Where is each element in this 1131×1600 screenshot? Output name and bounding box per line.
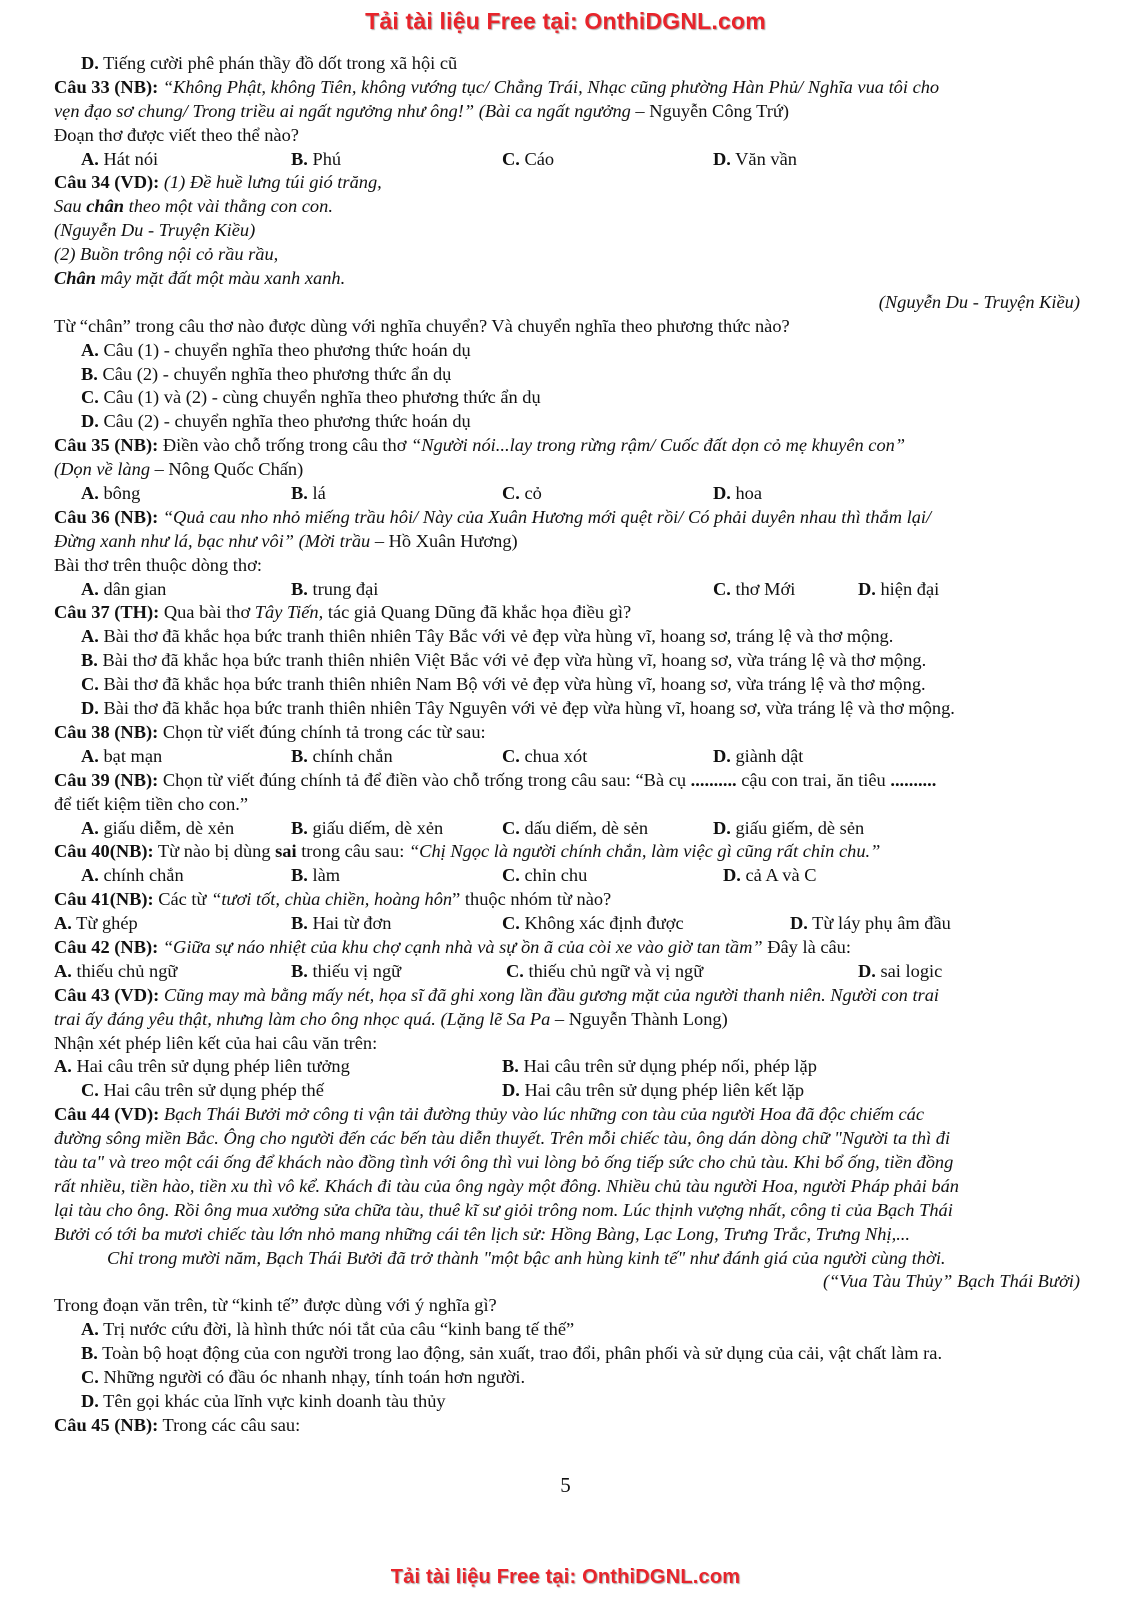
options-row	[54, 745, 1080, 769]
option-d[interactable]: D. cả A và C	[723, 865, 817, 886]
question-38: Câu 38 (NB): Chọn từ viết đúng chính tả trong các từ sau:	[54, 721, 486, 742]
previous-question-option-d: D. Tiếng cười phê phán thầy đồ dốt trong xã hội cũ	[81, 53, 458, 73]
options-row	[54, 1055, 1080, 1079]
question-label: Câu 42 (NB):	[54, 936, 159, 957]
option-c[interactable]: C. thiếu chủ ngữ và vị ngữ	[506, 960, 704, 981]
source-citation: (Nguyễn Du - Truyện Kiều)	[878, 291, 1080, 312]
option-d[interactable]: D. Từ láy phụ âm đầu	[790, 913, 951, 934]
question-label: Câu 33 (NB):	[54, 76, 159, 97]
option-b[interactable]: B. Toàn bộ hoạt động của con người trong lao động, sản xuất, trao đổi, phân phối và sử dụng của cải, vật chất làm ra.	[81, 1343, 943, 1364]
option-d[interactable]: D. giấu giếm, dè sẻn	[713, 817, 865, 838]
option-c[interactable]: C. Hai câu trên sử dụng phép thế	[81, 1080, 324, 1101]
option-b[interactable]: B. Câu (2) - chuyển nghĩa theo phương thức ẩn dụ	[81, 363, 452, 384]
question-44: Câu 44 (VD): Bạch Thái Bưởi mở công ti vận tải đường thủy vào lúc những con tàu của người Hoa đã độc chiếm các	[54, 1104, 925, 1125]
option-d[interactable]: D. Hai câu trên sử dụng phép liên kết lặp	[502, 1080, 805, 1101]
question-37: Câu 37 (TH): Qua bài thơ Tây Tiến, tác giả Quang Dũng đã khắc họa điều gì?	[54, 602, 632, 623]
option-a[interactable]: A. Hát nói	[81, 148, 159, 169]
option-b[interactable]: B. giấu diếm, dè xẻn	[291, 817, 444, 838]
option-a[interactable]: A. Hai câu trên sử dụng phép liên tưởng	[54, 1056, 350, 1077]
option-c[interactable]: C. chỉn chu	[502, 865, 588, 886]
question-43: Câu 43 (VD): Cũng may mà bằng mấy nét, họa sĩ đã ghi xong lần đầu gương mặt của người thanh niên. Người con trai	[54, 984, 940, 1005]
option-b[interactable]: B. lá	[291, 483, 326, 504]
option-d[interactable]: D. hiện đại	[858, 578, 940, 599]
question-39: Câu 39 (NB): Chọn từ viết đúng chính tả để điền vào chỗ trống trong câu sau: “Bà cụ .......... cậu con trai, ăn tiêu ..........	[54, 769, 937, 790]
question-prompt: Nhận xét phép liên kết của hai câu văn trên:	[54, 1032, 378, 1053]
option-c[interactable]: C. Những người có đầu óc nhanh nhạy, tính toán hơn người.	[81, 1366, 526, 1387]
option-b[interactable]: B. Phú	[291, 148, 342, 169]
options-row	[54, 148, 1080, 172]
option-a[interactable]: A. Bài thơ đã khắc họa bức tranh thiên nhiên Tây Bắc với vẻ đẹp vừa hùng vĩ, hoang sơ, tráng lệ và thơ mộng.	[81, 626, 894, 647]
option-c[interactable]: C. thơ Mới	[713, 578, 796, 599]
question-label: Câu 45 (NB):	[54, 1414, 159, 1435]
question-label: Câu 37 (TH):	[54, 602, 160, 623]
option-a[interactable]: A. bạt mạn	[81, 745, 163, 766]
option-b[interactable]: B. Bài thơ đã khắc họa bức tranh thiên nhiên Việt Bắc với vẻ đẹp vừa hùng vĩ, hoang sơ, vừa tráng lệ và thơ mộng.	[81, 650, 927, 671]
question-label: Câu 44 (VD):	[54, 1104, 160, 1125]
option-d[interactable]: D. sai logic	[858, 960, 943, 981]
option-b[interactable]: B. thiếu vị ngữ	[291, 960, 402, 981]
question-label: Câu 34 (VD):	[54, 172, 160, 193]
option-b[interactable]: B. trung đại	[291, 578, 379, 599]
question-label: Câu 39 (NB):	[54, 769, 159, 790]
option-a[interactable]: A. thiếu chủ ngữ	[54, 960, 178, 981]
option-c[interactable]: C. dấu diếm, dè sẻn	[502, 817, 649, 838]
source-citation: (“Vua Tàu Thủy” Bạch Thái Bưởi)	[822, 1271, 1080, 1292]
question-label: Câu 38 (NB):	[54, 721, 159, 742]
option-b[interactable]: B. làm	[291, 865, 341, 886]
option-a[interactable]: A. Từ ghép	[54, 913, 138, 934]
options-row	[54, 1079, 1080, 1103]
options-row	[54, 817, 1080, 841]
question-label: Câu 43 (VD):	[54, 984, 160, 1005]
question-45: Câu 45 (NB): Trong các câu sau:	[54, 1414, 301, 1435]
option-d[interactable]: D. Tên gọi khác của lĩnh vực kinh doanh tàu thủy	[81, 1390, 446, 1411]
question-35: Câu 35 (NB): Điền vào chỗ trống trong câu thơ “Người nói...lay trong rừng rậm/ Cuốc đất dọn cỏ mẹ khuyên con”	[54, 435, 906, 456]
option-b[interactable]: B. chính chắn	[291, 745, 393, 766]
question-label: Câu 36 (NB):	[54, 506, 159, 527]
question-33: Câu 33 (NB): “Không Phật, không Tiên, không vướng tục/ Chẳng Trái, Nhạc cũng phường Hàn Phủ/ Nghĩa vua tôi cho	[54, 76, 940, 97]
option-d[interactable]: D. Câu (2) - chuyển nghĩa theo phương thức hoán dụ	[81, 411, 471, 432]
option-d[interactable]: D. hoa	[713, 483, 763, 504]
question-prompt: Đoạn thơ được viết theo thể nào?	[54, 124, 299, 145]
option-a[interactable]: A. bông	[81, 483, 141, 504]
option-c[interactable]: C. Không xác định được	[502, 913, 684, 934]
options-row	[54, 960, 1080, 984]
options-row	[54, 864, 1080, 888]
page-content: D. Tiếng cười phê phán thầy đồ dốt trong xã hội cũ Câu 33 (NB): “Không Phật, không Tiên, không vướng tục/ Chẳng Trái, Nhạc cũng phường Hàn Phủ/ Nghĩa vua tôi cho vẹn đạo sơ chung/ Trong triều ai ngất ngưởng như ông!” (Bài ca ngất ngưởng – Nguyễn Công Trứ) Đoạn thơ được viết theo thể nào? A. Hát nói B. Phú C. Cáo D. Văn vần Câu 34 (VD): (1) Đề huề lưng túi gió trăng, Sau chân theo một vài thằng con con. (Nguyễn Du - Truyện Kiều) (2) Buồn trông nội cỏ rầu rầu, Chân mây mặt đất một màu xanh xanh. (Nguyễn Du - Truyện Kiều) Từ “chân” trong câu thơ nào được dùng với nghĩa chuyển? Và chuyển nghĩa theo phương thức nào? A. Câu (1) - chuyển nghĩa theo phương thức hoán dụ B. Câu (2) - chuyển nghĩa theo phương thức ẩn dụ C. Câu (1) và (2) - cùng chuyển nghĩa theo phương thức ẩn dụ D. Câu (2) - chuyển nghĩa theo phương thức hoán dụ Câu 35 (NB): Điền vào chỗ trống trong câu thơ “Người nói...lay trong rừng rậm/ Cuốc đất dọn cỏ mẹ khuyên con” (Dọn về làng – Nông Quốc Chấn) A. bông B. lá C. cỏ D. hoa Câu 36 (NB): “Quả cau nho nhỏ miếng trầu hôi/ Này của Xuân Hương mới quệt rồi/ Có phải duyên nhau thì thắm lại/ Đừng xanh như lá, bạc như vôi” (Mời trầu – Hồ Xuân Hương) Bài thơ trên thuộc dòng thơ: A. dân gian B. trung đại C. thơ Mới D. hiện đại Câu 37 (TH): Qua bài thơ Tây Tiến, tác giả Quang Dũng đã khắc họa điều gì? A. Bài thơ đã khắc họa bức tranh thiên nhiên Tây Bắc với vẻ đẹp vừa hùng vĩ, hoang sơ, tráng lệ và thơ mộng. B. Bài thơ đã khắc họa bức tranh thiên nhiên Việt Bắc với vẻ đẹp vừa hùng vĩ, hoang sơ, vừa tráng lệ và thơ mộng. C. Bài thơ đã khắc họa bức tranh thiên nhiên Nam Bộ với vẻ đẹp vừa hùng vĩ, hoang sơ, vừa tráng lệ và thơ mộng. D. Bài thơ đã khắc họa bức tranh thiên nhiên Tây Nguyên với vẻ đẹp vừa hùng vĩ, hoang sơ, vừa tráng lệ và thơ mộng. Câu 38 (NB): Chọn từ viết đúng chính tả trong các từ sau: A. bạt mạn B. chính chắn C. chua xót D. giành dật Câu 39 (NB): Chọn từ viết đúng chính tả để điền vào chỗ trống trong câu sau: “Bà cụ .......... cậu con trai, ăn tiêu .......... để tiết kiệm tiền cho con.” A. giấu diễm, dè xẻn B. giấu diếm, dè xẻn C. dấu diếm, dè sẻn D. giấu giếm, dè sẻn Câu 40(NB): Từ nào bị dùng sai trong câu sau: “Chị Ngọc là người chính chắn, làm việc gì cũng rất chỉn chu.” A. chính chắn B. làm C. chỉn chu D. cả A và C Câu 41(NB): Các từ “tươi tốt, chùa chiền, hoàng hôn” thuộc nhóm từ nào? A. Từ ghép B. Hai từ đơn C. Không xác định được D. Từ láy phụ âm đầu Câu 42 (NB): “Giữa sự náo nhiệt của khu chợ cạnh nhà và sự ồn ã của còi xe vào giờ tan tầm” Đây là câu: A. thiếu chủ ngữ B. thiếu vị ngữ C. thiếu chủ ngữ và vị ngữ D. sai logic Câu 43 (VD): Cũng may mà bằng mấy nét, họa sĩ đã ghi xong lần đầu gương mặt của người thanh niên. Người con trai trai ấy đáng yêu thật, nhưng làm cho ông nhọc quá. (Lặng lẽ Sa Pa – Nguyễn Thành Long) Nhận xét phép liên kết của hai câu văn trên: A. Hai câu trên sử dụng phép liên tưởng B. Hai câu trên sử dụng phép nối, phép lặp C. Hai câu trên sử dụng phép thế D. Hai câu trên sử dụng phép liên kết lặp Câu 44 (VD): Bạch Thái Bưởi mở công ti vận tải đường thủy vào lúc những con tàu của người Hoa đã độc chiếm các đường sông miền Bắc. Ông cho người đến các bến tàu diễn thuyết. Trên mỗi chiếc tàu, ông dán dòng chữ "Người ta thì đi tàu ta" và treo một cái ống để khách nào đồng tình với ông thì vui lòng bỏ ống tiếp sức cho chủ tàu. Khi bổ ống, tiền đồng rất nhiều, tiền hào, tiền xu thì vô kể. Khách đi tàu của ông ngày một đông. Nhiều chủ tàu người Hoa, người Pháp phải bán lại tàu cho ông. Rồi ông mua xưởng sửa chữa tàu, thuê kĩ sư giỏi trông nom. Lúc thịnh vượng nhất, công ti của Bạch Thái Bưởi có tới ba mươi chiếc tàu lớn nhỏ mang những cái tên lịch sử: Hồng Bàng, Lạc Long, Trưng Trắc, Trưng Nhị,... Chỉ trong mười năm, Bạch Thái Bưởi đã trở thành "một bậc anh hùng kinh tế" như đánh giá của người cùng thời. (“Vua Tàu Thủy” Bạch Thái Bưởi) Trong đoạn văn trên, từ “kinh tế” được dùng với ý nghĩa gì? A. Trị nước cứu đời, là hình thức nói tắt của câu “kinh bang tế thế” B. Toàn bộ hoạt động của con người trong lao động, sản xuất, trao đổi, phân phối và sử dụng của cải, vật chất làm ra. C. Những người có đầu óc nhanh nhạy, tính toán hơn người. D. Tên gọi khác của lĩnh vực kinh doanh tàu thủy Câu 45 (NB): Trong các câu sau:	[54, 52, 1080, 1438]
option-b[interactable]: B. Hai từ đơn	[291, 913, 392, 934]
option-a[interactable]: A. giấu diễm, dè xẻn	[81, 817, 235, 838]
question-41: Câu 41(NB): Các từ “tươi tốt, chùa chiền, hoàng hôn” thuộc nhóm từ nào?	[54, 889, 612, 910]
option-d[interactable]: D. Bài thơ đã khắc họa bức tranh thiên nhiên Tây Nguyên với vẻ đẹp vừa hùng vĩ, hoang sơ, vừa tráng lệ và thơ mộng.	[81, 698, 955, 719]
option-c[interactable]: C. Bài thơ đã khắc họa bức tranh thiên nhiên Nam Bộ với vẻ đẹp vừa hùng vĩ, hoang sơ, vừa tráng lệ và thơ mộng.	[81, 674, 926, 695]
question-label: Câu 41(NB):	[54, 889, 154, 910]
question-prompt: Bài thơ trên thuộc dòng thơ:	[54, 554, 262, 575]
options-row	[54, 578, 1080, 602]
question-label: Câu 35 (NB):	[54, 435, 159, 456]
question-42: Câu 42 (NB): “Giữa sự náo nhiệt của khu chợ cạnh nhà và sự ồn ã của còi xe vào giờ tan tầm” Đây là câu:	[54, 936, 851, 957]
option-a[interactable]: A. dân gian	[81, 578, 167, 599]
option-c[interactable]: C. chua xót	[502, 745, 588, 766]
option-d[interactable]: D. Văn vần	[713, 148, 797, 169]
option-a[interactable]: A. Câu (1) - chuyển nghĩa theo phương thức hoán dụ	[81, 339, 471, 360]
option-a[interactable]: A. chính chắn	[81, 865, 184, 886]
option-d[interactable]: D. giành dật	[713, 745, 804, 766]
option-a[interactable]: A. Trị nước cứu đời, là hình thức nói tắt của câu “kinh bang tế thế”	[81, 1319, 575, 1340]
question-40: Câu 40(NB): Từ nào bị dùng sai trong câu sau: “Chị Ngọc là người chính chắn, làm việc gì cũng rất chỉn chu.”	[54, 841, 881, 862]
option-b[interactable]: B. Hai câu trên sử dụng phép nối, phép lặp	[502, 1056, 817, 1077]
question-prompt: Từ “chân” trong câu thơ nào được dùng với nghĩa chuyển? Và chuyển nghĩa theo phương thức nào?	[54, 315, 790, 336]
question-36: Câu 36 (NB): “Quả cau nho nhỏ miếng trầu hôi/ Này của Xuân Hương mới quệt rồi/ Có phải duyên nhau thì thắm lại/	[54, 506, 932, 527]
question-label: Câu 40(NB):	[54, 841, 154, 862]
page-number: 5	[560, 1473, 571, 1497]
header-banner[interactable]: Tải tài liệu Free tại: OnthiDGNL.com	[365, 8, 766, 34]
option-c[interactable]: C. Câu (1) và (2) - cùng chuyển nghĩa theo phương thức ẩn dụ	[81, 387, 541, 408]
options-row	[54, 482, 1080, 506]
options-row	[54, 912, 1080, 936]
question-34: Câu 34 (VD): (1) Đề huề lưng túi gió trăng,	[54, 172, 382, 193]
option-c[interactable]: C. cỏ	[502, 483, 542, 504]
question-prompt: Trong đoạn văn trên, từ “kinh tế” được dùng với ý nghĩa gì?	[54, 1295, 497, 1316]
option-c[interactable]: C. Cáo	[502, 148, 555, 169]
footer-banner[interactable]: Tải tài liệu Free tại: OnthiDGNL.com	[390, 1566, 741, 1588]
